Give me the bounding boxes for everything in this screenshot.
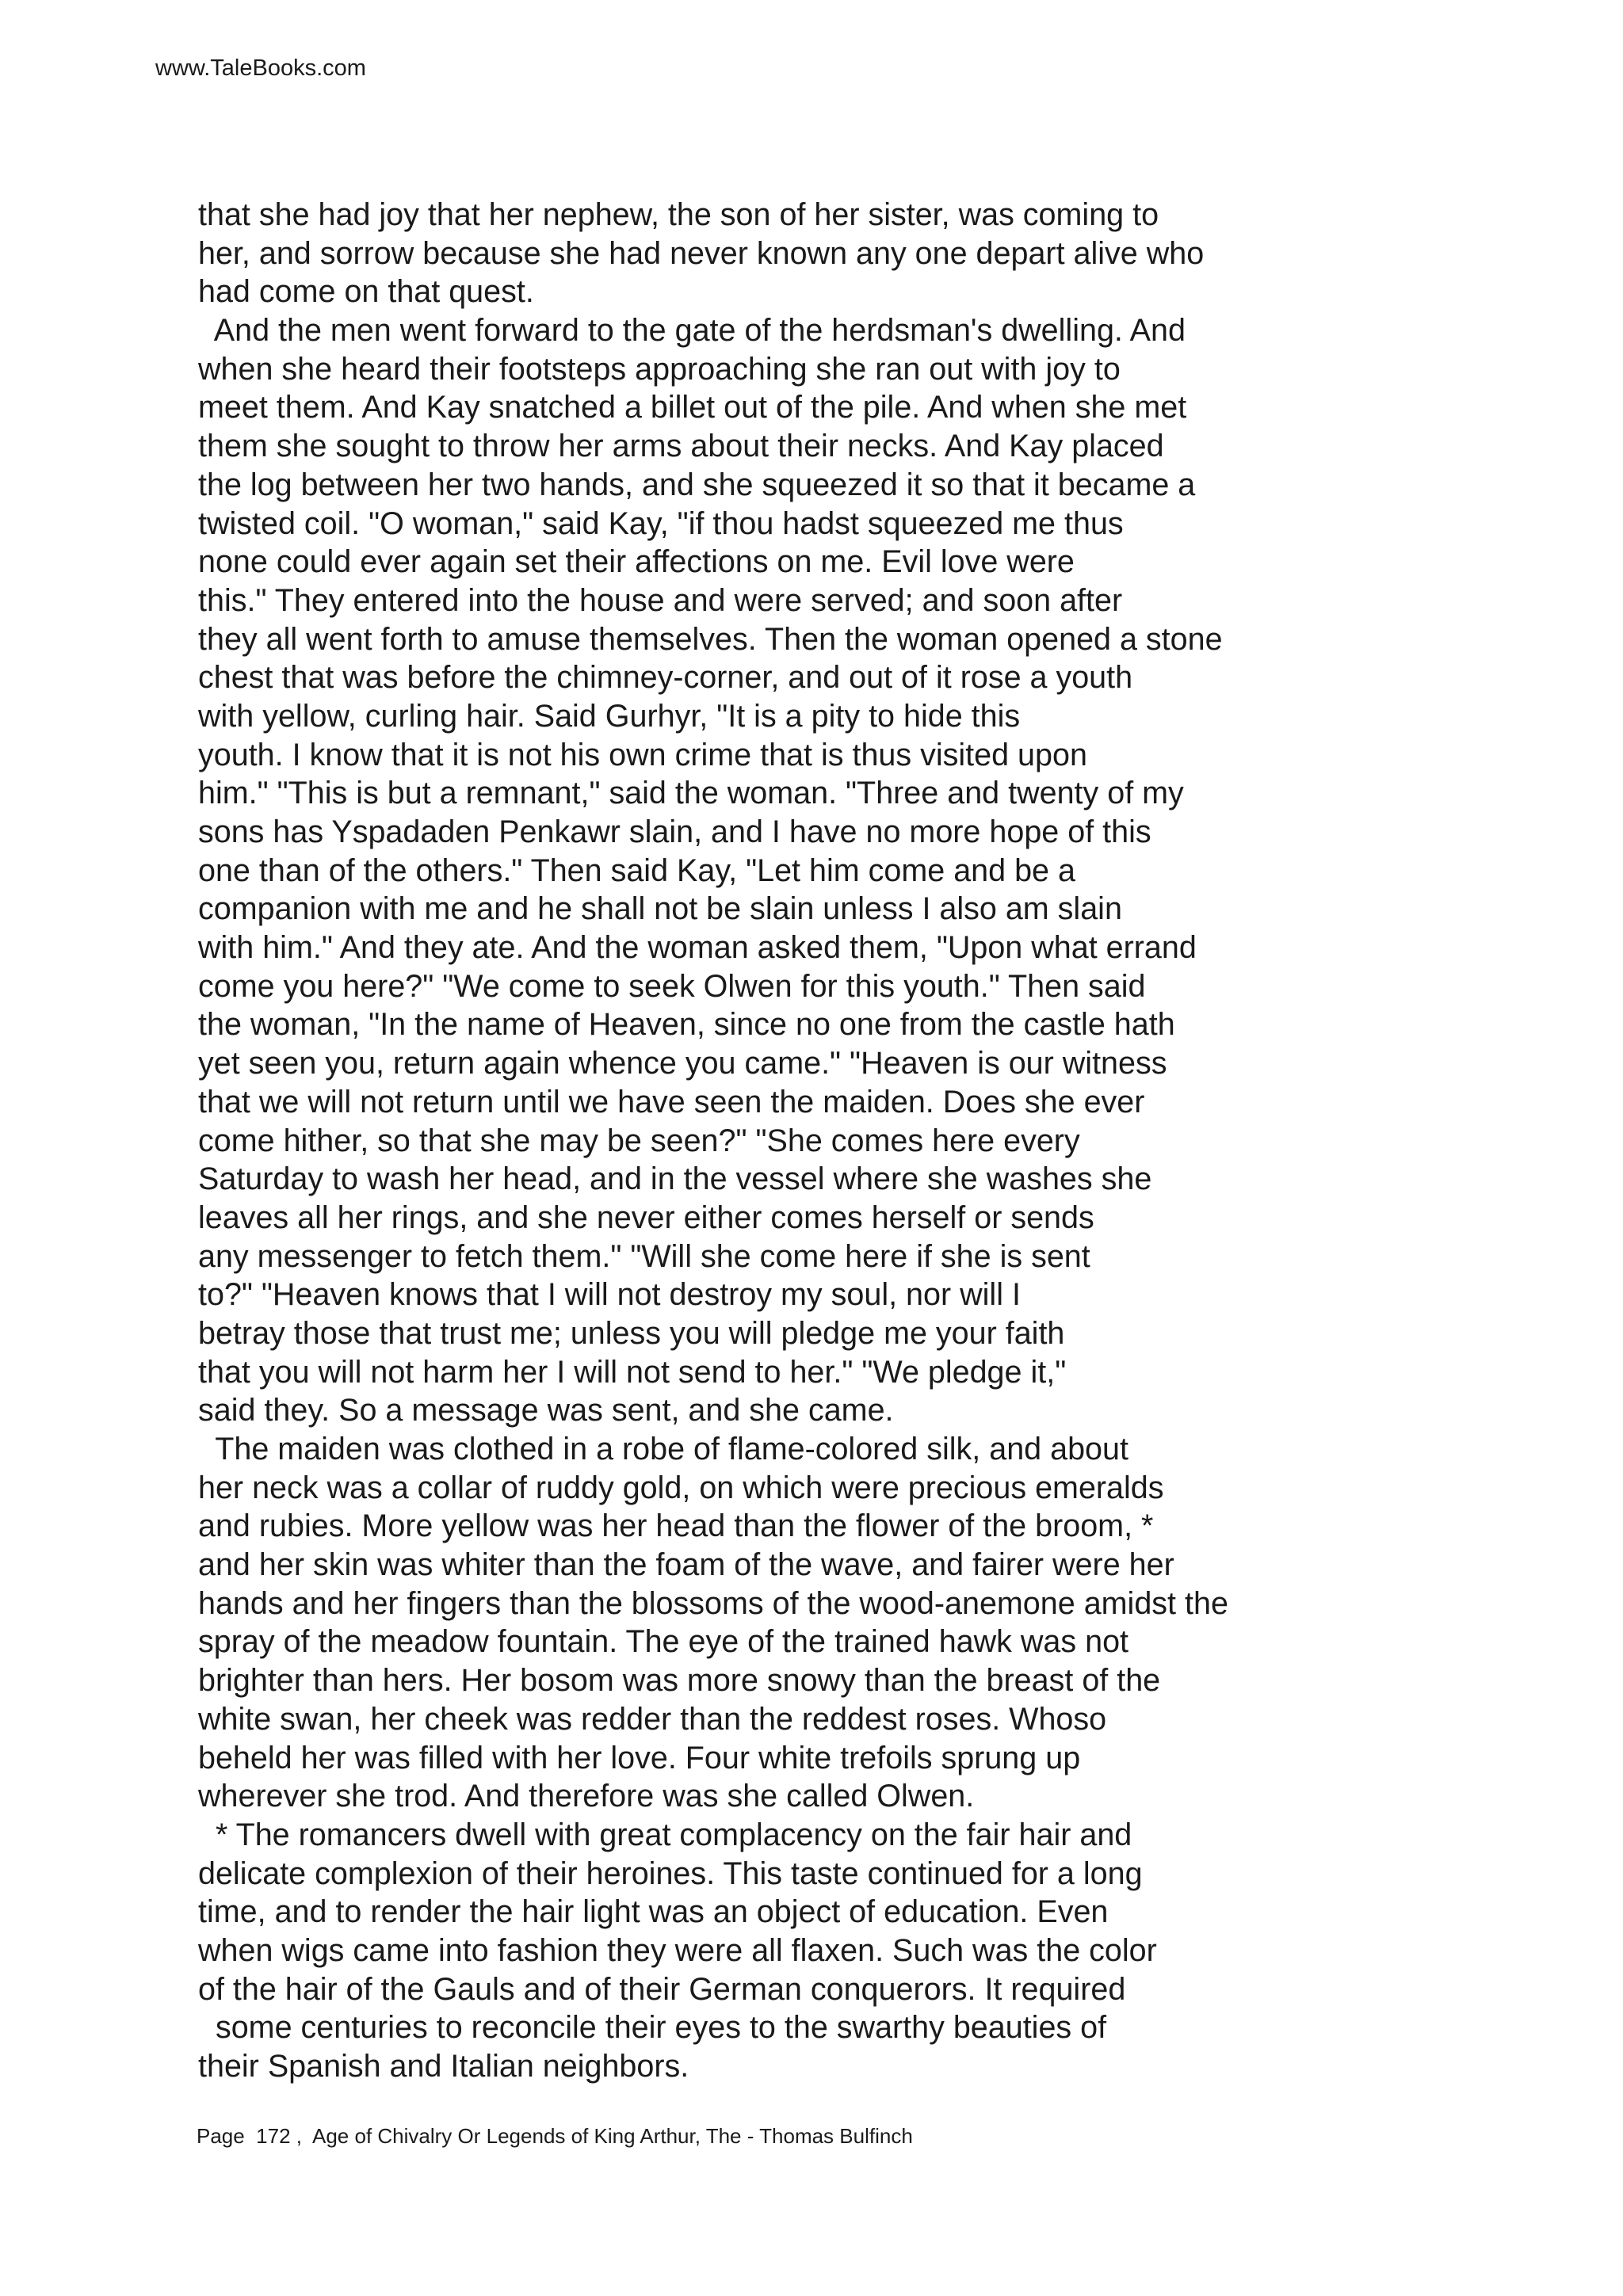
text-line: And the men went forward to the gate of the herdsman's dwelling. And — [198, 313, 1186, 349]
text-line: hands and her fingers than the blossoms of the wood-anemone amidst the — [198, 1585, 1228, 1621]
text-line: white swan, her cheek was redder than the reddest roses. Whoso — [198, 1701, 1107, 1737]
text-line: that she had joy that her nephew, the son of her sister, was coming to — [198, 197, 1159, 232]
text-line: Saturday to wash her head, and in the vessel where she washes she — [198, 1161, 1152, 1197]
site-url-header: www.TaleBooks.com — [155, 55, 366, 81]
text-line: said they. So a message was sent, and she came. — [198, 1393, 894, 1428]
text-line: delicate complexion of their heroines. This taste continued for a long — [198, 1855, 1143, 1891]
text-line: come hither, so that she may be seen?" "She comes here every — [198, 1123, 1080, 1158]
text-line: brighter than hers. Her bosom was more snowy than the breast of the — [198, 1663, 1161, 1699]
text-line: her, and sorrow because she had never known any one depart alive who — [198, 235, 1205, 271]
page-footer: Page 172 , Age of Chivalry Or Legends of King Arthur, The - Thomas Bulfinch — [197, 2124, 913, 2148]
text-line: youth. I know that it is not his own crime that is thus visited upon — [198, 737, 1087, 772]
body-text — [198, 196, 1545, 2086]
text-line: the log between her two hands, and she squeezed it so that it became a — [198, 467, 1196, 502]
text-line: they all went forth to amuse themselves. Then the woman opened a stone — [198, 621, 1223, 657]
text-line: had come on that quest. — [198, 274, 534, 310]
text-line: chest that was before the chimney-corner, and out of it rose a youth — [198, 660, 1133, 696]
text-line: yet seen you, return again whence you came." "Heaven is our witness — [198, 1046, 1167, 1081]
text-line: wherever she trod. And therefore was she called Olwen. — [198, 1779, 975, 1814]
text-line: them she sought to throw her arms about their necks. And Kay placed — [198, 429, 1164, 464]
text-line: of the hair of the Gauls and of their German conquerors. It required — [198, 1971, 1126, 2007]
text-line: time, and to render the hair light was an object of education. Even — [198, 1894, 1109, 1930]
text-line: to?" "Heaven knows that I will not destroy my soul, nor will I — [198, 1277, 1021, 1313]
text-line: spray of the meadow fountain. The eye of the trained hawk was not — [198, 1624, 1129, 1660]
text-line: twisted coil. "O woman," said Kay, "if thou hadst squeezed me thus — [198, 505, 1124, 541]
text-line: when she heard their footsteps approaching she ran out with joy to — [198, 351, 1121, 387]
text-line: betray those that trust me; unless you will pledge me your faith — [198, 1315, 1065, 1351]
text-line: any messenger to fetch them." "Will she come here if she is sent — [198, 1238, 1090, 1274]
text-line: that you will not harm her I will not send to her." "We pledge it," — [198, 1354, 1067, 1390]
text-line: meet them. And Kay snatched a billet out of the pile. And when she met — [198, 390, 1187, 425]
text-line: when wigs came into fashion they were all flaxen. Such was the color — [198, 1932, 1157, 1968]
text-line: * The romancers dwell with great complacency on the fair hair and — [198, 1817, 1132, 1852]
text-line: leaves all her rings, and she never either comes herself or sends — [198, 1199, 1094, 1235]
text-line: none could ever again set their affections on me. Evil love were — [198, 544, 1075, 580]
text-line: the woman, "In the name of Heaven, since no one from the castle hath — [198, 1007, 1175, 1043]
text-line: her neck was a collar of ruddy gold, on which were precious emeralds — [198, 1470, 1164, 1505]
text-line: with him." And they ate. And the woman asked them, "Upon what errand — [198, 930, 1197, 966]
text-line: him." "This is but a remnant," said the woman. "Three and twenty of my — [198, 776, 1184, 811]
text-line: some centuries to reconcile their eyes to the swarthy beauties of — [198, 2010, 1107, 2046]
text-line: that we will not return until we have seen the maiden. Does she ever — [198, 1084, 1145, 1119]
text-line: their Spanish and Italian neighbors. — [198, 2049, 689, 2084]
text-line: companion with me and he shall not be slain unless I also am slain — [198, 891, 1122, 927]
text-line: come you here?" "We come to seek Olwen for this youth." Then said — [198, 968, 1146, 1004]
text-line: with yellow, curling hair. Said Gurhyr, "It is a pity to hide this — [198, 698, 1021, 734]
text-line: and rubies. More yellow was her head than the flower of the broom, * — [198, 1508, 1154, 1544]
text-line: The maiden was clothed in a robe of flame-colored silk, and about — [198, 1432, 1128, 1466]
text-line: this." They entered into the house and were served; and soon after — [198, 582, 1123, 618]
text-line: beheld her was filled with her love. Four white trefoils sprung up — [198, 1740, 1081, 1775]
text-line: sons has Yspadaden Penkawr slain, and I have no more hope of this — [198, 814, 1151, 849]
text-line: and her skin was whiter than the foam of the wave, and fairer were her — [198, 1547, 1174, 1583]
text-line: one than of the others." Then said Kay, "Let him come and be a — [198, 852, 1075, 888]
